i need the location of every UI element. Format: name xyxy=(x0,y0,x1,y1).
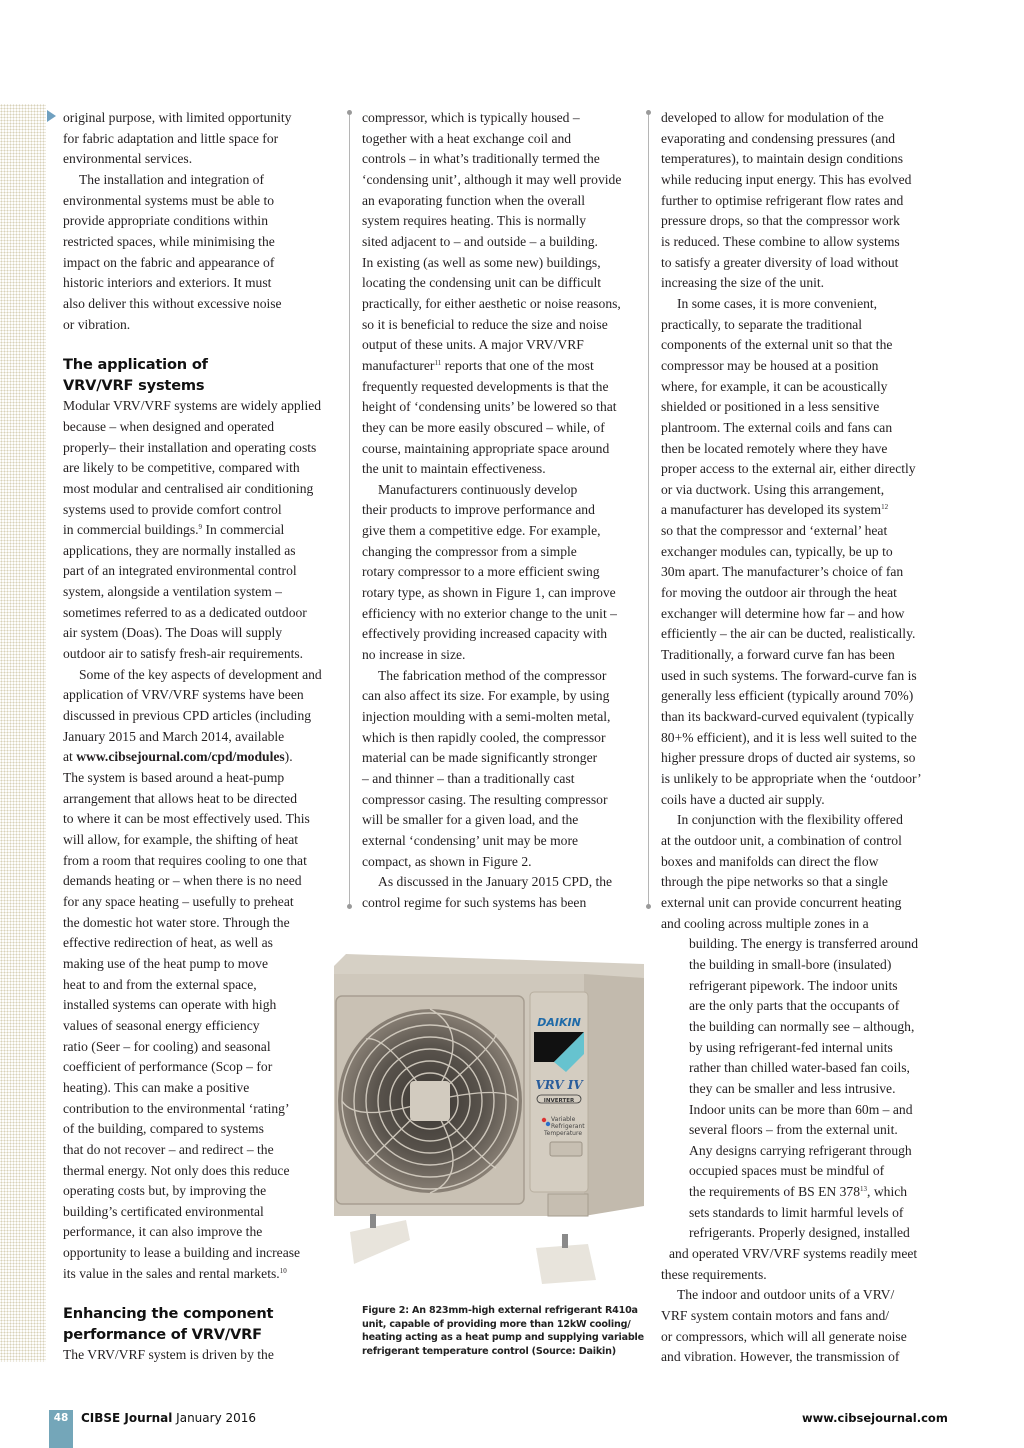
paragraph: The VRV/VRF system is driven by the xyxy=(63,1347,274,1363)
footer-website-link[interactable]: www.cibsejournal.com xyxy=(802,1411,948,1425)
daikin-logo-text: DAIKIN xyxy=(537,1016,581,1029)
column-divider xyxy=(349,112,350,907)
page-number: 48 xyxy=(53,1412,69,1424)
column-1 xyxy=(63,108,333,1366)
figure-caption: Figure 2: An 823mm-high external refrigerant R410a unit, capable of providing more than 12kW cooling/ heating acting as a heat pump and supplying variable refrigerant temperature control (Source: Daikin) xyxy=(362,1305,644,1357)
paragraph: Manufacturers continuously develop their products to improve performance and give them a competitive edge. For example, changing the compressor from a simple rotary compressor to a more efficient swing rotary type, as shown in Figure 1, can improve efficiency with no exterior change to the unit – effectively providing increased capacity with no increase in size. xyxy=(362,481,617,663)
paragraph: Some of the key aspects of development and application of VRV/VRF systems have been discussed in previous CPD articles (including January 2015 and March 2014, available at www.cibsejournal.com/cpd/modules). The system is based around a heat-pump arrangement that allows heat to be directed to where it can be most effectively used. This will allow, for example, the shifting of heat from a room that requires cooling to one that demands heating or – when there is no need for any space heating – usefully to preheat the domestic hot water store. Through the effective redirection of heat, as well as making use of the heat pump to move heat to and from the external space, installed systems can operate with high values of seasonal energy efficiency ratio (Seer – for cooling) and seasonal coefficient of performance (Scop – for heating). This can make a positive contribution to the environmental ‘rating’ of the building, compared to systems that do not recover – and redirect – the thermal energy. Not only does this reduce operating costs but, by improving the building’s certificated environmental performance, it can also improve the opportunity to lease a building and increase its value in the sales and rental markets.$^{10}$ xyxy=(63,666,322,1281)
paragraph: original purpose, with limited opportunity for fabric adaptation and little space for environmental services. xyxy=(63,110,292,167)
paragraph: In conjunction with the flexibility offered at the outdoor unit, a combination of control boxes and manifolds can direct the flow through the pipe networks so that a single external unit can provide concurrent heating and cooling across multiple zones in a building. The energy is transferred around the building in small-bore (insulated) refrigerant pipework. The indoor units are the only parts that the occupants of the building can normally see – although, by using refrigerant-fed internal units rather than chilled water-based fan coils, they can be smaller and less intrusive. Indoor units can be more than 60m – and several floors – from the external unit. Any designs carrying refrigerant through occupied spaces must be mindful of the requirements of BS EN $378^{13}$, which sets standards to limit harmful levels of refrigerants. Properly designed, installed and operated VRV/VRF systems readily meet these requirements. xyxy=(661,812,919,1282)
column-3 xyxy=(661,108,941,1368)
cpd-modules-link[interactable]: www.cibsejournal.com/cpd/modules xyxy=(76,749,285,765)
paragraph: In some cases, it is more convenient, practically, to separate the traditional components of the external unit so that the compressor may be housed at a position where, for example, it can be acoustically shielded or positioned in a less sensitive plantroom. The external coils and fans can then be located remotely where they have proper access to the external air, either directly or via ductwork. Using this arrangement, a manufacturer has developed its system$^{12}$ so that the compressor and ‘external’ heat exchanger modules can, typically, be up to 30m apart. The manufacturer’s choice of fan for moving the outdoor air through the heat exchanger will determine how far – and how efficiently – the air can be ducted, realistically. Traditionally, a forward curve fan has been used in such systems. The forward-curve fan is generally less efficient (typically around 70%) than its backward-curved equivalent (typically 80+% efficient), and it is less well suited to the higher pressure drops of ducted air systems, so is unlikely to be appropriate when the ‘outdoor’ coils have a ducted air supply. xyxy=(661,295,922,807)
paragraph: The indoor and outdoor units of a VRV/ VRF system contain motors and fans and/ or compressors, which will all generate noise and vibration. However, the transmission of xyxy=(661,1287,907,1365)
section-heading-enhancing: Enhancing the component performance of VRV/VRF xyxy=(63,1305,274,1343)
reference-number: 11 xyxy=(434,358,442,367)
svg-text:Temperature: Temperature xyxy=(544,1130,583,1137)
reference-number: 13 xyxy=(860,1185,868,1194)
column-2 xyxy=(362,108,640,914)
reference-number: 10 xyxy=(279,1266,287,1275)
journal-name: CIBSE Journal xyxy=(81,1411,173,1425)
figure-daikin-outdoor-unit xyxy=(326,944,648,1290)
inverter-badge: INVERTER xyxy=(543,1098,575,1104)
paragraph: The installation and integration of environmental systems must be able to provide appropriate conditions within restricted spaces, while minimising the impact on the fabric and appearance of historic interiors and exteriors. It must also deliver this without excessive noise or vibration. xyxy=(63,171,282,332)
issue-date: January 2016 xyxy=(172,1411,257,1425)
svg-text:Variable: Variable xyxy=(551,1116,576,1123)
section-heading-application: The application of VRV/VRF systems xyxy=(63,356,208,394)
paragraph: developed to allow for modulation of the evaporating and condensing pressures (and temperatures), to maintain design conditions while reducing input energy. This has evolved further to optimise refrigerant flow rates and pressure drops, so that the compressor work is reduced. These combine to allow systems to satisfy a greater diversity of load without increasing the size of the unit. xyxy=(661,110,912,291)
svg-text:Refrigerant: Refrigerant xyxy=(551,1123,585,1130)
continuation-arrow-icon xyxy=(47,110,56,122)
column-divider xyxy=(648,112,649,907)
reference-number: 9 xyxy=(198,523,203,532)
paragraph: As discussed in the January 2015 CPD, the control regime for such systems has been xyxy=(362,874,613,910)
dotted-margin-strip xyxy=(0,104,46,1362)
paragraph: compressor, which is typically housed – together with a heat exchange coil and controls – in what’s traditionally termed the ‘condensing unit’, although it may well provide an evaporating function when the overall system requires heating. This is normally sited adjacent to – and outside – a building. In existing (as well as some new) buildings, locating the condensing unit can be difficult practically, for either aesthetic or noise reasons, so it is beneficial to reduce the size and noise output of these units. A major VRV/VRF manufacturer$^{11}$ reports that one of the most frequently requested developments is that the height of ‘condensing units’ be lowered so that they can be more easily obscured – while, of course, maintaining appropriate space around the unit to maintain effectiveness. xyxy=(362,110,622,477)
paragraph: The fabrication method of the compressor can also affect its size. For example, by using injection moulding with a semi-molten metal, which is then rapidly cooled, the compressor material can be made significantly stronger – and thinner – than a traditionally cast compressor casing. The resulting compressor will be smaller for a given load, and the external ‘condensing’ unit may be more compact, as shown in Figure 2. xyxy=(362,667,611,869)
footer-publication xyxy=(81,1411,256,1425)
vrv-iv-label: VRV IV xyxy=(535,1078,583,1092)
outdoor-unit-image xyxy=(326,944,648,1290)
reference-number: 12 xyxy=(881,503,889,512)
paragraph: Modular VRV/VRF systems are widely applied because – when designed and operated properly– their installation and operating costs are likely to be competitive, compared with most modular and centralised air conditioning systems used to provide comfort control in commercial buildings.$^9$ In commercial applications, they are normally installed as part of an integrated environmental control system, alongside a ventilation system – sometimes referred to as a dedicated outdoor air system (Doas). The Doas will supply outdoor air to satisfy fresh-air requirements. xyxy=(63,398,322,662)
